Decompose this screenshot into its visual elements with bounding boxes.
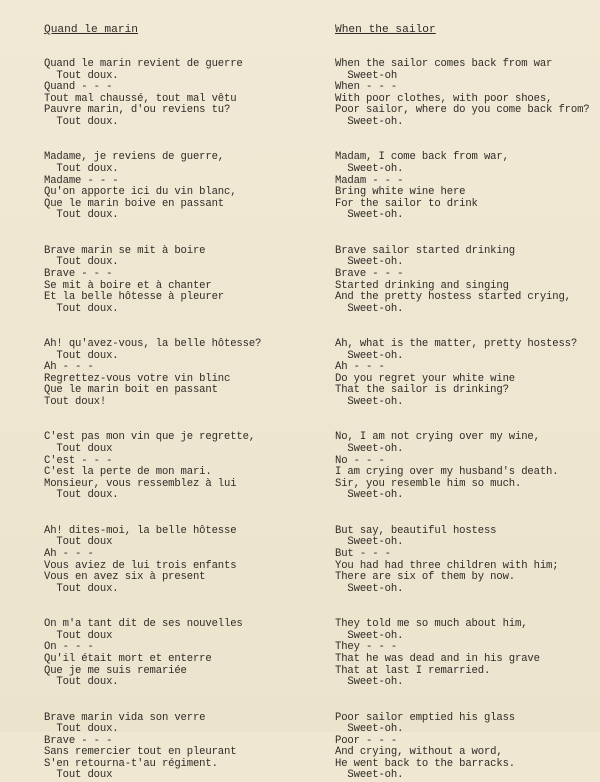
lyric-line: Tout doux	[44, 536, 113, 549]
lyric-line: Sweet-oh.	[335, 582, 404, 595]
lyric-line: Started drinking and singing	[335, 279, 509, 292]
lyric-line: Madam - - -	[335, 174, 404, 187]
lyric-line: And crying, without a word,	[335, 746, 503, 759]
lyric-line: Sweet-oh.	[335, 676, 404, 689]
english-lyrics	[335, 59, 600, 782]
french-stanza	[44, 339, 314, 409]
lyric-line: Tout doux.	[44, 162, 119, 175]
lyric-line: Sweet-oh.	[335, 536, 404, 549]
lyric-line: Sweet-oh.	[335, 396, 404, 409]
lyric-line: Brave - - -	[335, 267, 404, 280]
lyric-line: No - - -	[335, 454, 385, 467]
english-stanza	[335, 59, 600, 129]
lyric-line: On - - -	[44, 641, 94, 654]
lyric-line: Sweet-oh.	[335, 256, 404, 269]
english-title: When the sailor	[335, 24, 436, 36]
lyric-line: Ah - - -	[44, 361, 94, 374]
lyric-line: Sweet-oh.	[335, 769, 404, 782]
lyric-line: That he was dead and in his grave	[335, 652, 540, 665]
french-stanza	[44, 59, 314, 129]
lyric-line: They - - -	[335, 641, 398, 654]
lyric-line: Qu'il était mort et enterre	[44, 652, 212, 665]
lyric-line: Poor sailor, where do you come back from?	[335, 104, 590, 117]
stanza-gap	[335, 595, 600, 619]
stanza-gap	[44, 409, 314, 433]
lyric-line: Sans remercier tout en pleurant	[44, 746, 237, 759]
stanza-gap	[335, 502, 600, 526]
lyric-line: Regrettez-vous votre vin blinc	[44, 372, 231, 385]
lyric-line: Tout doux.	[44, 489, 119, 502]
lyric-line: Poor - - -	[335, 734, 398, 747]
lyric-line: You had had three children with him;	[335, 559, 559, 572]
english-stanza	[335, 246, 600, 316]
english-stanza	[335, 339, 600, 409]
lyric-line: Madam, I come back from war,	[335, 151, 509, 164]
lyric-line: C'est - - -	[44, 454, 113, 467]
lyric-line: C'est la perte de mon mari.	[44, 466, 212, 479]
lyric-line: Tout doux.	[44, 349, 119, 362]
french-stanza	[44, 619, 314, 689]
lyric-line: That the sailor is drinking?	[335, 384, 509, 397]
lyric-line: Quand le marin revient de guerre	[44, 58, 243, 70]
lyric-line: Tout doux.	[44, 209, 119, 222]
lyric-line: Que le marin boit en passant	[44, 384, 218, 397]
french-stanza	[44, 713, 314, 782]
lyric-line: Que le marin boive en passant	[44, 197, 225, 210]
lyric-line: Tout doux	[44, 769, 113, 782]
lyric-line: Poor sailor emptied his glass	[335, 711, 516, 724]
french-title: Quand le marin	[44, 24, 138, 36]
lyric-line: They told me so much about him,	[335, 618, 528, 631]
stanza-gap	[335, 315, 600, 339]
lyric-line: Sweet-oh	[335, 69, 398, 82]
lyric-line: Vous en avez six à present	[44, 571, 206, 584]
stanza-gap	[44, 595, 314, 619]
lyric-line: Sweet-oh.	[335, 723, 404, 736]
lyric-line: But say, beautiful hostess	[335, 524, 497, 537]
lyric-line: Ah! qu'avez-vous, la belle hôtesse?	[44, 338, 262, 351]
lyric-line: On m'a tant dit de ses nouvelles	[44, 618, 243, 631]
lyric-line: Sweet-oh.	[335, 162, 404, 175]
lyric-line: Tout doux.	[44, 115, 119, 128]
lyric-line: Tout doux	[44, 443, 113, 456]
lyric-line: But - - -	[335, 547, 391, 560]
stanza-gap	[44, 502, 314, 526]
lyric-line: That at last I remarried.	[335, 664, 491, 677]
lyric-line: Bring white wine here	[335, 186, 466, 199]
lyric-line: Pauvre marin, d'ou reviens tu?	[44, 104, 231, 117]
stanza-gap	[335, 129, 600, 153]
lyric-line: When - - -	[335, 81, 398, 94]
lyric-line: He went back to the barracks.	[335, 757, 516, 770]
lyric-line: Ah! dites-moi, la belle hôtesse	[44, 524, 237, 537]
lyric-line: When the sailor comes back from war	[335, 58, 553, 70]
lyric-line: Sweet-oh.	[335, 629, 404, 642]
lyric-line: Tout doux.	[44, 582, 119, 595]
english-stanza	[335, 432, 600, 502]
english-stanza	[335, 713, 600, 782]
lyric-line: Brave - - -	[44, 734, 113, 747]
lyric-line: For the sailor to drink	[335, 197, 478, 210]
stanza-gap	[44, 689, 314, 713]
lyric-line: Sir, you resemble him so much.	[335, 477, 522, 490]
lyric-line: Ah - - -	[44, 547, 94, 560]
lyric-line: Et la belle hôtesse à pleurer	[44, 291, 225, 304]
lyric-line: Ah - - -	[335, 361, 385, 374]
lyric-line: No, I am not crying over my wine,	[335, 431, 540, 444]
lyric-line: Brave - - -	[44, 267, 113, 280]
lyric-line: Do you regret your white wine	[335, 372, 516, 385]
lyric-line: Tout doux!	[44, 396, 107, 409]
stanza-gap	[44, 129, 314, 153]
lyric-line: Vous aviez de lui trois enfants	[44, 559, 237, 572]
lyric-line: Brave marin se mit à boire	[44, 244, 206, 257]
lyric-line: Ah, what is the matter, pretty hostess?	[335, 338, 578, 351]
stanza-gap	[335, 222, 600, 246]
lyric-line: Quand - - -	[44, 81, 113, 94]
lyric-line: I am crying over my husband's death.	[335, 466, 559, 479]
lyric-line: And the pretty hostess started crying,	[335, 291, 571, 304]
lyric-line: Tout mal chaussé, tout mal vêtu	[44, 92, 237, 105]
lyric-line: S'en retourna-t'au régiment.	[44, 757, 218, 770]
french-stanza	[44, 246, 314, 316]
french-stanza	[44, 432, 314, 502]
english-stanza	[335, 619, 600, 689]
lyric-line: Brave marin vida son verre	[44, 711, 206, 724]
lyric-line: Sweet-oh.	[335, 115, 404, 128]
lyric-line: C'est pas mon vin que je regrette,	[44, 431, 256, 444]
lyric-line: Se mit à boire et à chanter	[44, 279, 212, 292]
lyric-line: Tout doux.	[44, 723, 119, 736]
french-stanza	[44, 152, 314, 222]
english-stanza	[335, 526, 600, 596]
lyric-line: Tout doux.	[44, 69, 119, 82]
lyric-line: Qu'on apporte ici du vin blanc,	[44, 186, 237, 199]
lyric-line: Tout doux.	[44, 256, 119, 269]
lyric-line: With poor clothes, with poor shoes,	[335, 92, 553, 105]
lyric-line: Madame - - -	[44, 174, 119, 187]
lyric-line: Monsieur, vous ressemblez à lui	[44, 477, 237, 490]
lyric-line: Sweet-oh.	[335, 209, 404, 222]
french-lyrics	[44, 59, 314, 782]
lyric-line: Tout doux	[44, 629, 113, 642]
lyric-line: Sweet-oh.	[335, 349, 404, 362]
lyric-line: Que je me suis remariée	[44, 664, 187, 677]
lyric-line: Tout doux.	[44, 302, 119, 315]
lyric-line: Madame, je reviens de guerre,	[44, 151, 225, 164]
french-stanza	[44, 526, 314, 596]
lyric-line: Sweet-oh.	[335, 302, 404, 315]
english-stanza	[335, 152, 600, 222]
lyric-line: Sweet-oh.	[335, 443, 404, 456]
stanza-gap	[335, 409, 600, 433]
lyric-line: Brave sailor started drinking	[335, 244, 516, 257]
lyric-line: There are six of them by now.	[335, 571, 516, 584]
stanza-gap	[44, 315, 314, 339]
stanza-gap	[335, 689, 600, 713]
lyric-line: Tout doux.	[44, 676, 119, 689]
lyric-line: Sweet-oh.	[335, 489, 404, 502]
stanza-gap	[44, 222, 314, 246]
